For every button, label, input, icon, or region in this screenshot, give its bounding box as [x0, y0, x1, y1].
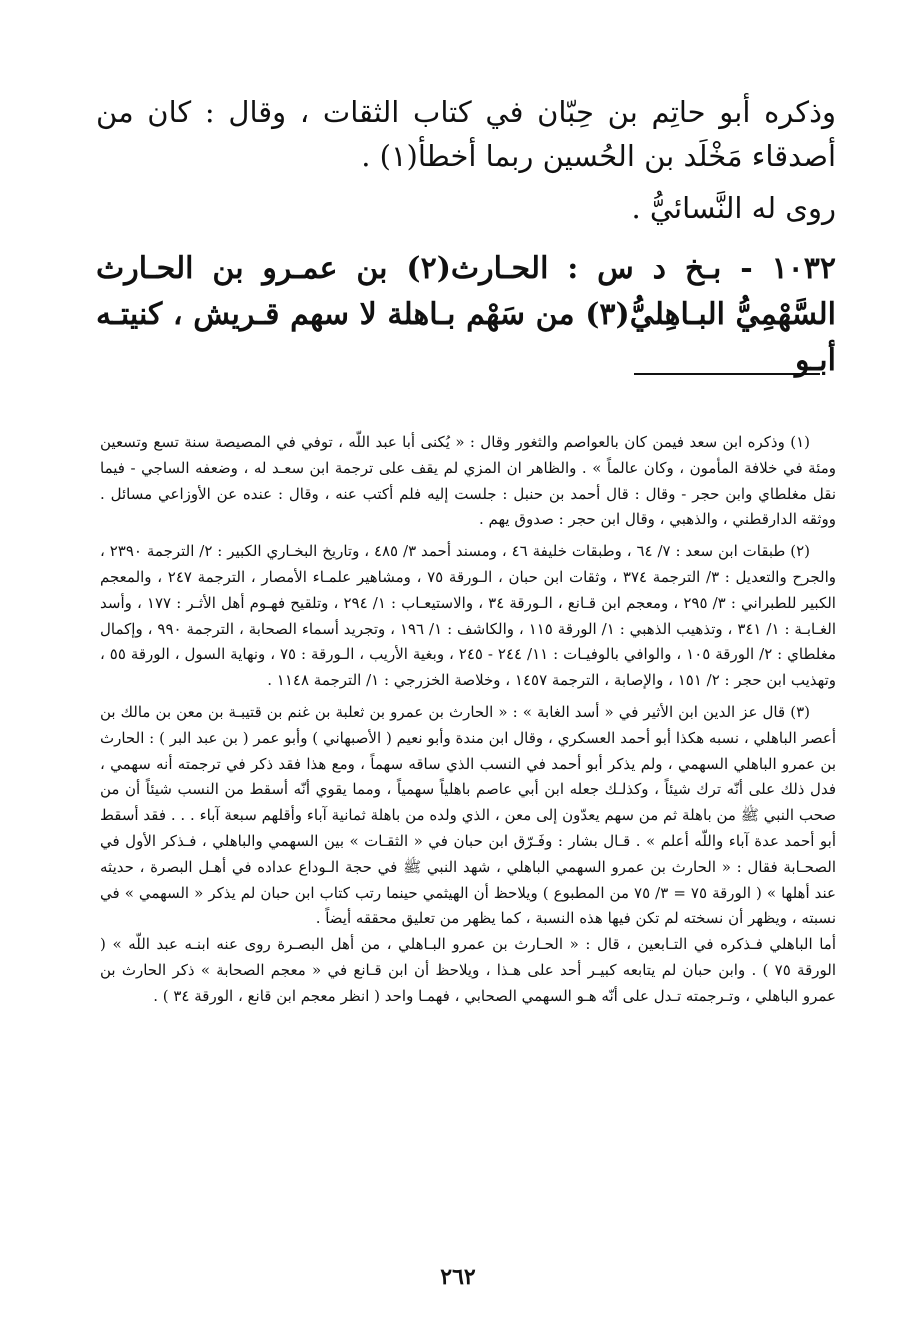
footnote-3: (٣) قال عز الدين ابن الأثير في « أسد الغابة » : « الحارث بن عمرو بن ثعلبة بن غنم بن قتيبـة بن معن بن مالك بن أعصر الباهلي ، نسبه هكذا أبو أحمد العسكري ، وقال ابن مندة وأبو نعيم ( الأصبهاني ) وأبو عمر ( بن عبد البر ) : الحارث بن عمرو الباهلي السهمي ، ولم يذكر أبو أحمد في النسب الذي ساقه سهماً ، ومع هذا فقد ذكر في ترجمته أنه سهمي ، فدل ذلك على أنّه ترك شيئاً ، وكذلـك جعله ابن أبي عاصم باهلياً سهمياً ، ومما يقوي أنّه أسقط من النسب شيئاً أن من صحب النبي ﷺ من باهلة ثم من سهم يعدّون إلى معن ، الذي ولده من باهلة ثمانية آباء وأقلهم سبعة آباء . . . فقد أسقط أبو أحمد عدة آباء واللّه أعلم » . قـال بشار : وفَـرّق ابن حبان في « الثقـات » بين السهمي والباهلي ، فـذكر الأول في الصحـابة فقال : « الحارث بن عمرو السهمي الباهلي ، شهد النبي ﷺ في حجة الـوداع عداده في أهـل البصرة ، حديثه عند أهلها » ( الورقة ٧٥ = ٣/ ٧٥ من المطبوع ) ويلاحظ أن الهيثمي حينما رتب كتاب ابن حبان لم يذكر « السهمي » في نسبته ، ويظهر أن نسخته لم تكن فيها هذه النسبة ، كما يظهر من تعليق محققه أيضاً .	[100, 702, 837, 928]
main-paragraph-2: روى له النَّسائيُّ .	[631, 191, 836, 225]
footnote-divider	[634, 373, 820, 375]
page-number: ٢٦٢	[440, 1264, 476, 1290]
footnotes	[100, 430, 836, 1010]
footnote-2: (٢) طبقات ابن سعد : ٧/ ٦٤ ، وطبقات خليفة ٤٦ ، ومسند أحمد ٣/ ٤٨٥ ، وتاريخ البخـاري الكبير : ٢/ الترجمة ٢٣٩٠ ، والجرح والتعديل : ٣/ الترجمة ٣٧٤ ، وثقات ابن حبان ، الـورقة ٧٥ ، ومشاهير علمـاء الأمصار ، الترجمة ٢٤٧ ، والمعجم الكبير للطبراني : ٣/ ٢٩٥ ، ومعجم ابن قـانع ، الـورقة ٣٤ ، والاستيعـاب : ١/ ٢٩٤ ، وتلقيح فهـوم أهل الأثـر : ١٧٧ ، وأسد الغـابـة : ١/ ٣٤١ ، وتذهيب الذهبي : ١/ الورقة ١١٥ ، والكاشف : ١/ ١٩٦ ، وتجريد أسماء الصحابة ، الترجمة ٩٩٠ ، وإكمال مغلطاي : ٢/ الورقة ١٠٥ ، والوافي بالوفيـات : ١١/ ٢٤٤ - ٢٤٥ ، وبغية الأريب ، الـورقة : ٧٥ ، ونهاية السول ، الورقة ٥٥ ، وتهذيب ابن حجر : ٢/ ١٥١ ، والإصابة ، الترجمة ١٤٥٧ ، وخلاصة الخزرجي : ١/ الترجمة ١١٤٨ .	[100, 542, 837, 690]
main-text	[96, 90, 836, 384]
entry-heading: ١٠٣٢ - بـخ د س : الحـارث(٢) بن عمـرو بن الحـارث السَّهْمِيُّ البـاهِليُّ(٣) من سَهْم بـاهلة لا سهم قـريش ، كنيتـه أبـو	[96, 251, 837, 378]
main-paragraph-1: وذكره أبو حاتِم بن حِبّان في كتاب الثقات ، وقال : كان من أصدقاء مَخْلَد بن الحُسين ربما أخطأ(١) .	[96, 95, 836, 173]
footnote-3-continued: أما الباهلي فـذكره في التـابعين ، قال : « الحـارث بن عمرو البـاهلي ، من أهل البصـرة روى عنه ابنـه عبد اللّه » ( الورقة ٧٥ ) . وابن حبان لم يتابعه كبيـر أحد على هـذا ، ويلاحظ أن ابن قـانع في « معجم الصحابة » ذكر الحارث بن عمرو الباهلي ، وتـرجمته تـدل على أنّه هـو السهمي الصحابي ، فهمـا واحد ( انظر معجم ابن قانع ، الورقة ٣٤ ) .	[100, 935, 836, 1005]
footnote-1: (١) وذكره ابن سعد فيمن كان بالعواصم والثغور وقال : « يُكنى أبا عبد اللّه ، توفي في المصيصة سنة تسع وتسعين ومئة في خلافة المأمون ، وكان عالماً » . والظاهر ان المزي لم يقف على ترجمة ابن سعـد له ، وضعفه الساجي - فيما نقل مغلطاي وابن حجر - وقال : قال أحمد بن حنبل : جلست إليه فلم أكتب عنه ، وقال : عنده عن الأوزاعي مسائل . ووثقه الدارقطني ، والذهبي ، وقال ابن حجر : صدوق يهم .	[100, 433, 836, 529]
